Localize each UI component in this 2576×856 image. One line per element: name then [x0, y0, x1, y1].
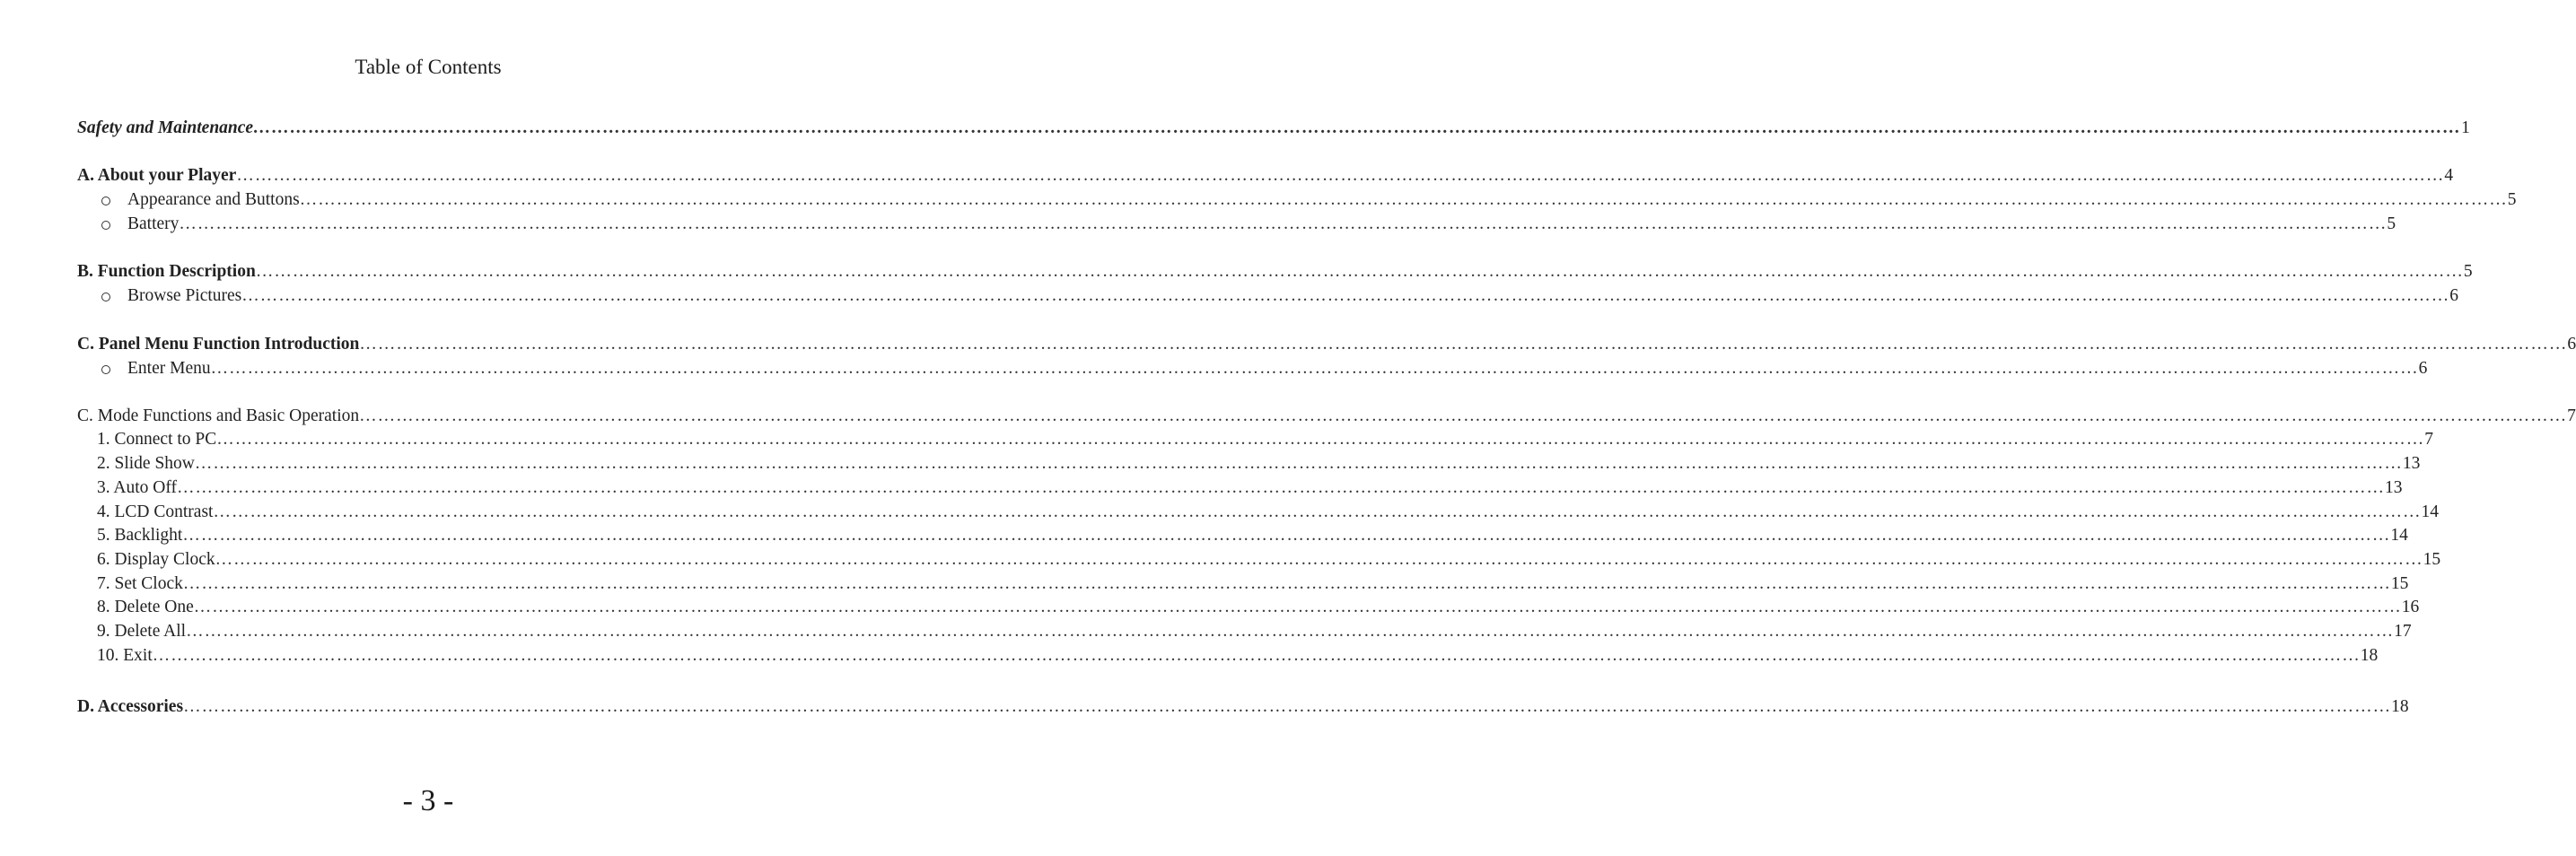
dot-leader: ………………………………………………………………………………………………………………………………………………………………………………………………………………………………………………………………………………………………………………………………	[215, 550, 2423, 569]
circle-bullet-icon	[101, 197, 110, 205]
toc-entry-label: Battery	[127, 214, 180, 233]
toc-entry-page: 13	[2402, 454, 2421, 473]
circle-bullet-icon	[101, 221, 110, 230]
toc-entry-label: D. Accessories	[77, 697, 184, 716]
toc-entry-label: B. Function Description	[77, 262, 256, 281]
toc-entry-label: 7. Set Clock	[97, 574, 183, 593]
dot-leader: ………………………………………………………………………………………………………………………………………………………………………………………………………………………………………………………………………………………………………………………………	[179, 214, 2388, 233]
toc-entry-label: 9. Delete All	[97, 622, 187, 641]
toc-entry-page: 4	[2444, 166, 2454, 185]
dot-leader: ………………………………………………………………………………………………………………………………………………………………………………………………………………………………………………………………………………………………………………………………	[182, 574, 2391, 593]
toc-entry-label: C. Panel Menu Function Introduction	[77, 335, 360, 354]
toc-entry-label: 10. Exit	[97, 646, 153, 665]
toc-entry-mode-functions	[77, 406, 2576, 427]
dot-leader: ………………………………………………………………………………………………………………………………………………………………………………………………………………………………………………………………………………………………………………………………	[177, 478, 2386, 497]
toc-entry-page: 6	[2418, 359, 2428, 378]
toc-entry-page: 6	[2567, 335, 2576, 354]
toc-entry-exit	[77, 645, 2379, 667]
dot-leader: ………………………………………………………………………………………………………………………………………………………………………………………………………………………………………………………………………………………………………………………………	[182, 526, 2391, 545]
toc-entry-browse-pictures	[77, 285, 2459, 307]
toc-entry-backlight	[77, 525, 2408, 546]
toc-entry-connect-pc	[77, 429, 2434, 450]
toc-entry-label: C. Mode Functions and Basic Operation	[77, 406, 360, 425]
toc-entry-label: A. About your Player	[77, 166, 237, 185]
dot-leader: ………………………………………………………………………………………………………………………………………………………………………………………………………………………………………………………………………………………………………………………………	[359, 406, 2568, 425]
dot-leader: ………………………………………………………………………………………………………………………………………………………………………………………………………………………………………………………………………………………………………………………………	[359, 335, 2568, 354]
toc-entry-lcd-contrast	[77, 502, 2439, 523]
toc-entry-appearance	[77, 189, 2517, 211]
toc-entry-display-clock	[77, 549, 2441, 571]
toc-entry-label: Browse Pictures	[127, 286, 242, 305]
toc-entry-label: 1. Connect to PC	[97, 430, 217, 449]
toc-entry-enter-menu	[77, 358, 2428, 380]
dot-leader: ………………………………………………………………………………………………………………………………………………………………………………………………………………………………………………………………………………………………………………………………	[216, 430, 2425, 449]
toc-entry-label: 6. Display Clock	[97, 550, 215, 569]
circle-bullet-icon	[101, 293, 110, 301]
toc-entry-label: Enter Menu	[127, 359, 211, 378]
toc-entry-label: 3. Auto Off	[97, 478, 178, 497]
toc-entry-page: 15	[2390, 574, 2409, 593]
toc-entry-page: 13	[2385, 478, 2403, 497]
toc-entry-page: 14	[2421, 502, 2439, 521]
dot-leader: ………………………………………………………………………………………………………………………………………………………………………………………………………………………………………………………………………………………………………………………………	[255, 262, 2464, 281]
dot-leader: ………………………………………………………………………………………………………………………………………………………………………………………………………………………………………………………………………………………………………………………………	[241, 286, 2450, 305]
toc-entry-page: 5	[2387, 214, 2396, 233]
toc-entry-accessories	[77, 696, 2409, 718]
dot-leader: ………………………………………………………………………………………………………………………………………………………………………………………………………………………………………………………………………………………………………………………………	[253, 118, 2462, 137]
toc-entry-auto-off	[77, 477, 2403, 499]
toc-entry-page: 7	[2567, 406, 2576, 425]
dot-leader: ………………………………………………………………………………………………………………………………………………………………………………………………………………………………………………………………………………………………………………………………	[213, 502, 2422, 521]
toc-entry-function-description	[77, 261, 2473, 283]
dot-leader: ………………………………………………………………………………………………………………………………………………………………………………………………………………………………………………………………………………………………………………………………	[236, 166, 2445, 185]
toc-entry-label: 4. LCD Contrast	[97, 502, 214, 521]
toc-entry-page: 5	[2463, 262, 2473, 281]
toc-entry-battery	[77, 214, 2396, 235]
dot-leader: ………………………………………………………………………………………………………………………………………………………………………………………………………………………………………………………………………………………………………………………………	[152, 646, 2361, 665]
toc-entry-page: 15	[2423, 550, 2441, 569]
toc-entry-label: Safety and Maintenance	[77, 118, 254, 137]
circle-bullet-icon	[101, 365, 110, 374]
page-title: Table of Contents	[355, 56, 502, 78]
toc-entry-label: 2. Slide Show	[97, 454, 195, 473]
toc-entry-page: 18	[2360, 646, 2379, 665]
toc-entry-set-clock	[77, 573, 2409, 595]
toc-entry-page: 6	[2449, 286, 2459, 305]
toc-entry-delete-one	[77, 597, 2420, 618]
dot-leader: ………………………………………………………………………………………………………………………………………………………………………………………………………………………………………………………………………………………………………………………………	[194, 454, 2403, 473]
toc-entry-page: 7	[2424, 430, 2434, 449]
toc-entry-about-player	[77, 165, 2454, 187]
toc-entry-page: 18	[2391, 697, 2409, 716]
dot-leader: ………………………………………………………………………………………………………………………………………………………………………………………………………………………………………………………………………………………………………………………………	[193, 598, 2402, 616]
toc-entry-slide-show	[77, 453, 2421, 475]
toc-entry-page: 16	[2401, 598, 2420, 616]
toc-entry-page: 14	[2390, 526, 2408, 545]
toc-entry-panel-menu	[77, 334, 2576, 355]
dot-leader: ………………………………………………………………………………………………………………………………………………………………………………………………………………………………………………………………………………………………………………………………	[186, 622, 2395, 641]
toc-entry-page: 17	[2394, 622, 2412, 641]
toc-entry-page: 1	[2461, 118, 2470, 137]
dot-leader: ………………………………………………………………………………………………………………………………………………………………………………………………………………………………………………………………………………………………………………………………	[183, 697, 2392, 716]
toc-entry-label: 5. Backlight	[97, 526, 183, 545]
dot-leader: ………………………………………………………………………………………………………………………………………………………………………………………………………………………………………………………………………………………………………………………………	[299, 190, 2508, 209]
toc-entry-safety	[77, 118, 2470, 139]
toc-entry-label: Appearance and Buttons	[127, 190, 300, 209]
dot-leader: ………………………………………………………………………………………………………………………………………………………………………………………………………………………………………………………………………………………………………………………………	[210, 359, 2419, 378]
toc-entry-label: 8. Delete One	[97, 598, 194, 616]
toc-entry-page: 5	[2507, 190, 2517, 209]
page-number: - 3 -	[402, 784, 454, 817]
toc-entry-delete-all	[77, 621, 2412, 642]
